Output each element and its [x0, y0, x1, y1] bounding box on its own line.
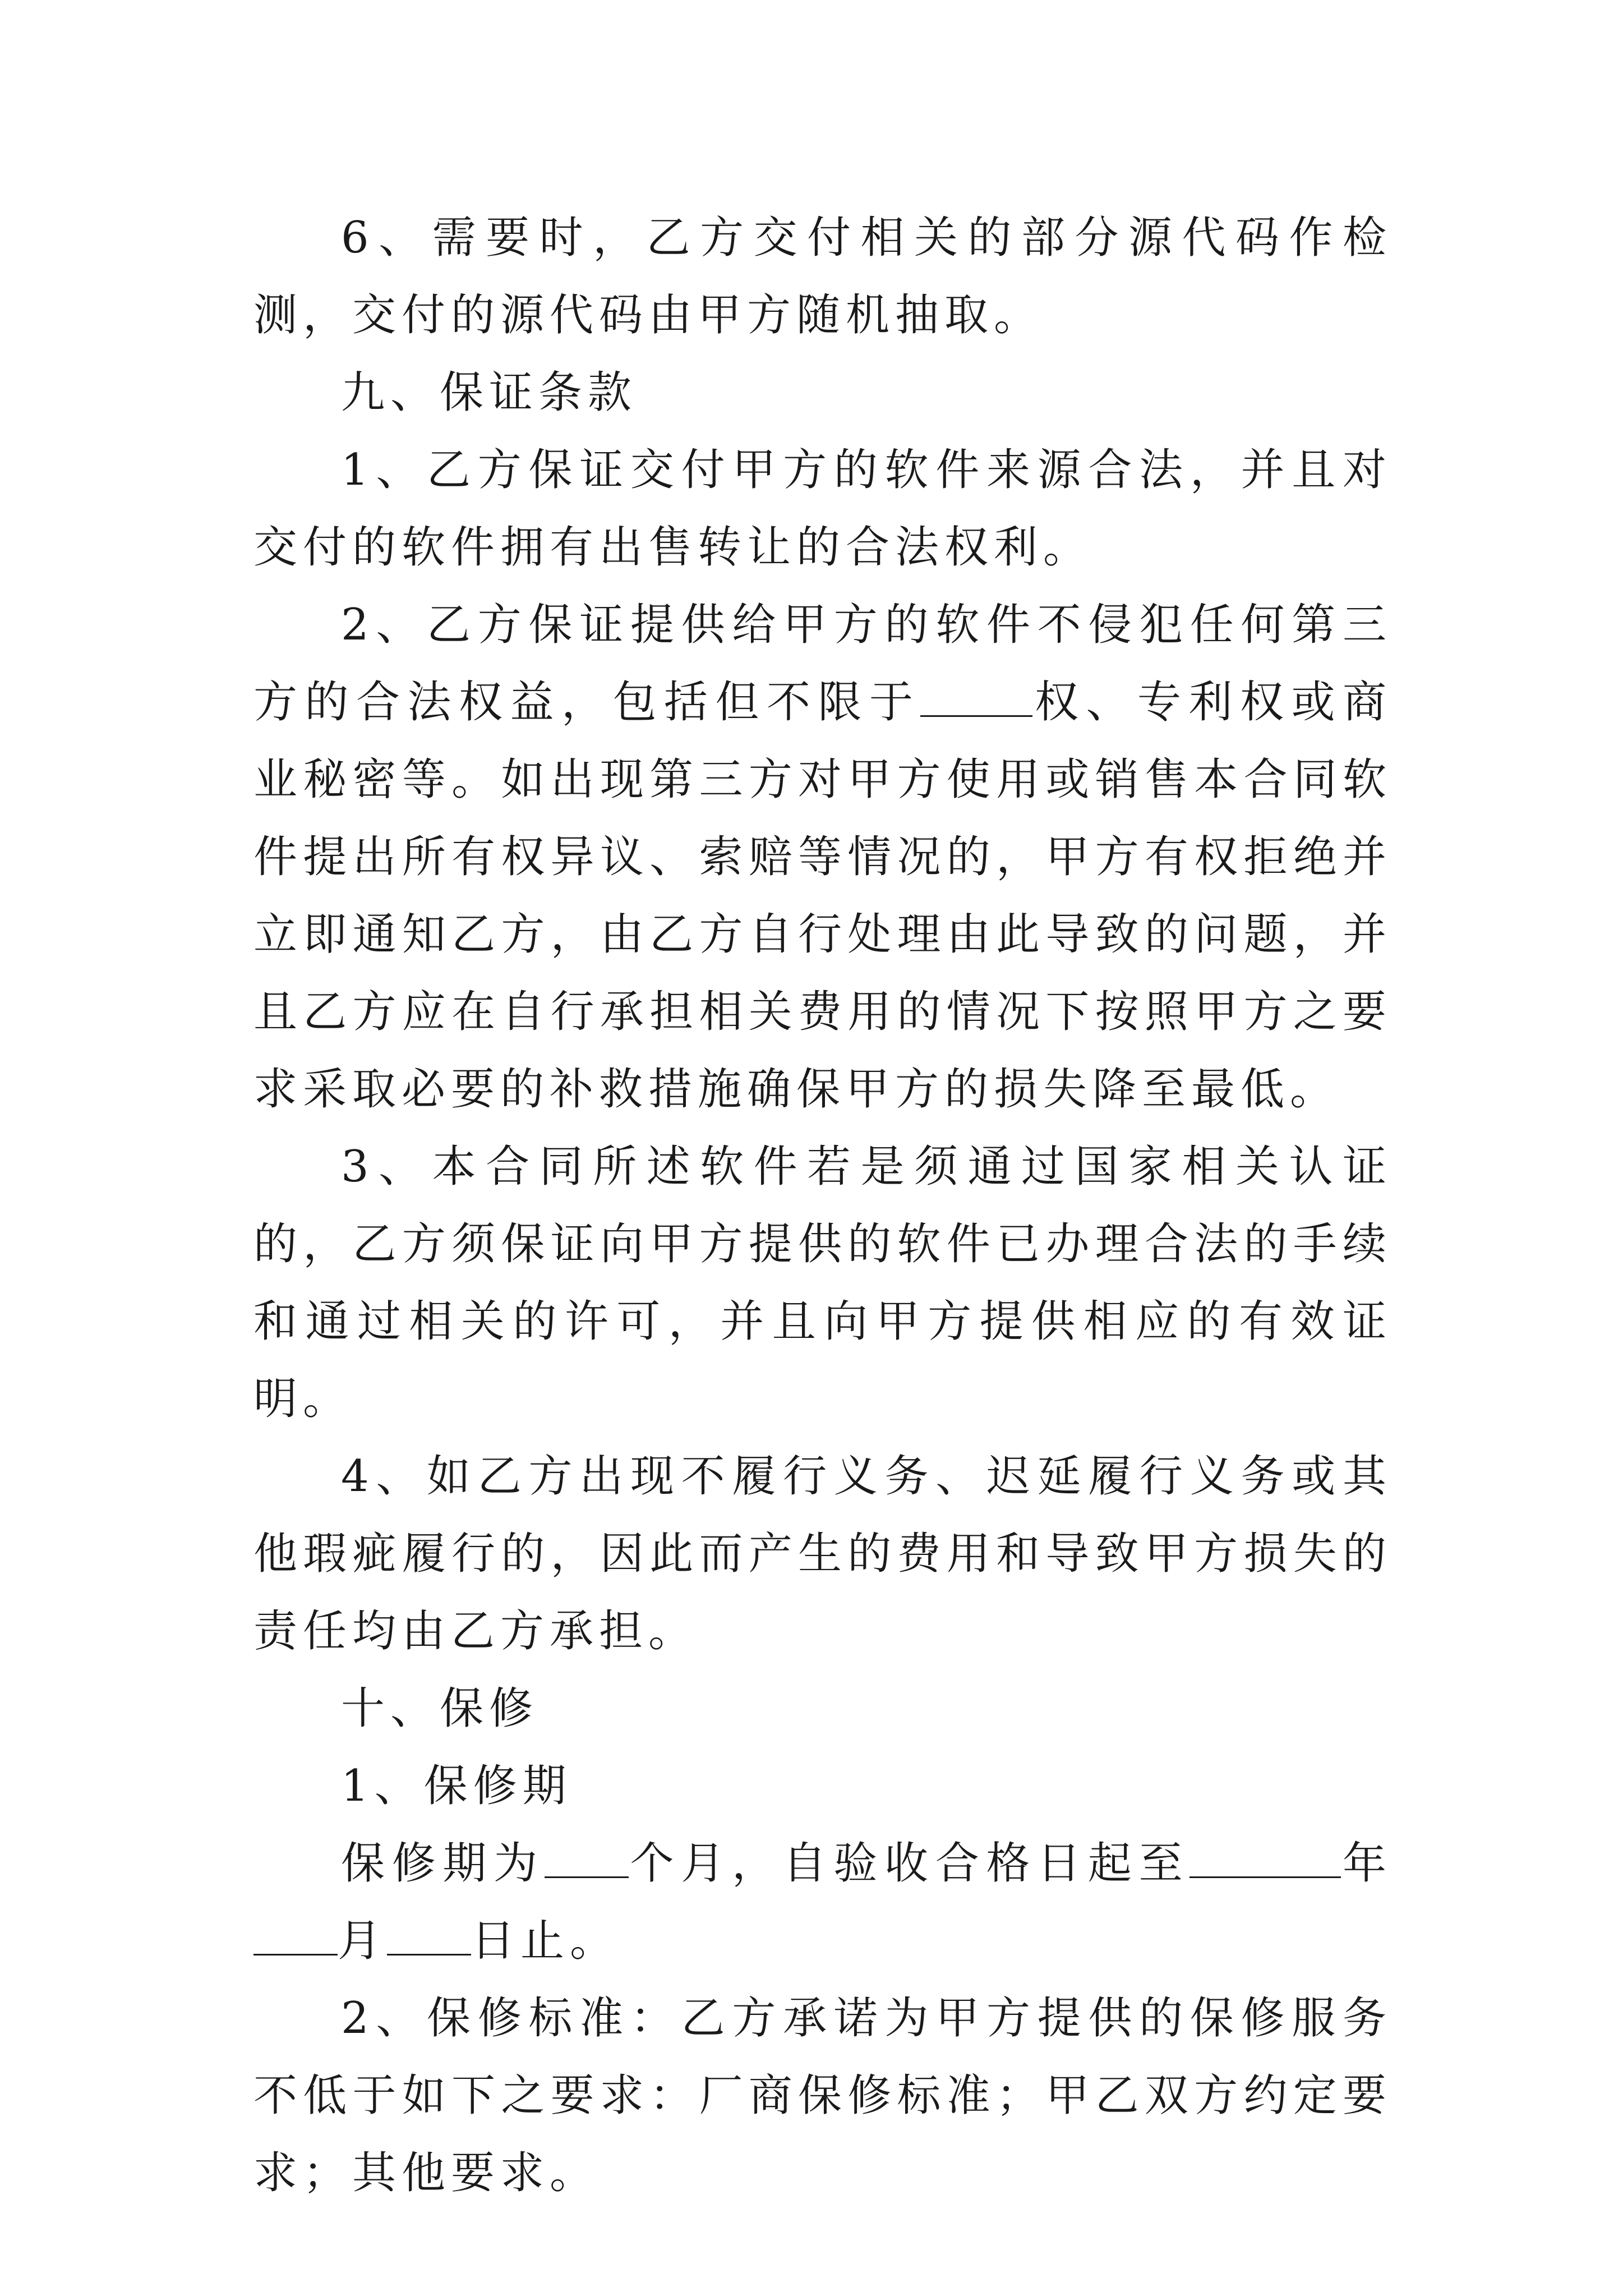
- fill-blank-day: [387, 1912, 471, 1955]
- clause-text: 1、乙方保证交付甲方的软件来源合法，并且对交付的软件拥有出售转让的合法权利。: [253, 445, 1392, 573]
- clause-text: 权、专利权或商业秘密等。如出现第三方对甲方使用或销售本合同软件提出所有权异议、索赔等情况的，甲方有权拒绝并立即通知乙方，由乙方自行处理由此导致的问题，并且乙方应在自行承担相关费用的情况下按照甲方之要求采取必要的补救措施确保甲方的损失降至最低。: [253, 677, 1392, 1115]
- clause-text: 3、本合同所述软件若是须通过国家相关认证的，乙方须保证向甲方提供的软件已办理合法的手续和通过相关的许可，并且向甲方提供相应的有效证明。: [253, 1142, 1392, 1424]
- clause-text: 1、保修期: [341, 1761, 572, 1811]
- warranty-period-line: [253, 1825, 1392, 1980]
- clause-10-item-2: [253, 1980, 1392, 2212]
- section-heading-10: [253, 1670, 1392, 1747]
- clause-9-item-1: [253, 431, 1392, 586]
- clause-text: 2、乙方保证提供给甲方的软件不侵犯任何第三方的合法权益，包括但不限于: [253, 600, 1392, 728]
- clause-text: 个月，自验收合格日起至: [628, 1838, 1190, 1889]
- fill-blank: [920, 674, 1032, 717]
- fill-blank-months: [545, 1835, 629, 1878]
- heading-text: 十、保修: [341, 1683, 539, 1734]
- clause-8-item-6: [253, 199, 1392, 354]
- section-heading-9: [253, 354, 1392, 431]
- fill-blank-month-a: [253, 1912, 338, 1955]
- clause-text: 4、如乙方出现不履行义务、迟延履行义务或其他瑕疵履行的，因此而产生的费用和导致甲方损失的责任均由乙方承担。: [253, 1451, 1392, 1657]
- clause-9-item-2: [253, 586, 1392, 1128]
- clause-text: 2、保修标准：乙方承诺为甲方提供的保修服务不低于如下之要求：厂商保修标准；甲乙双方约定要求；其他要求。: [253, 1993, 1392, 2198]
- clause-text: 6、需要时，乙方交付相关的部分源代码作检测，交付的源代码由甲方随机抽取。: [253, 213, 1392, 341]
- document-body: [253, 199, 1392, 2212]
- clause-9-item-3: [253, 1128, 1392, 1438]
- clause-10-item-1: [253, 1747, 1392, 1825]
- clause-text: 年: [1341, 1838, 1392, 1889]
- clause-text: 保修期为: [341, 1838, 545, 1889]
- clause-text: 日止。: [471, 1916, 620, 1966]
- clause-text: 月: [338, 1916, 388, 1966]
- fill-blank-year: [1189, 1835, 1341, 1878]
- clause-9-item-4: [253, 1438, 1392, 1670]
- heading-text: 九、保证条款: [341, 367, 638, 418]
